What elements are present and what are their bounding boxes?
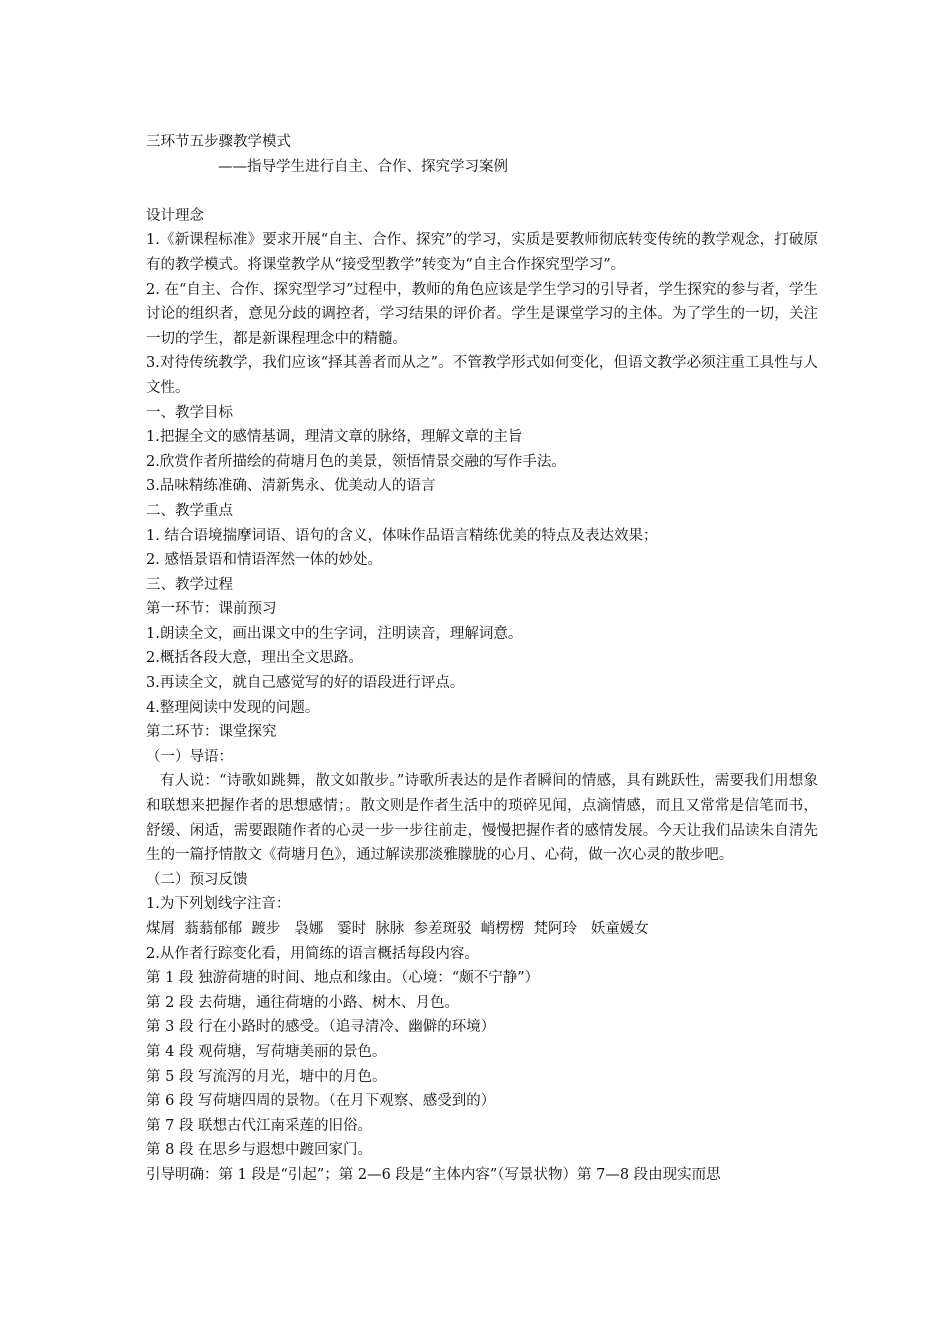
doc-title: 三环节五步骤教学模式 (146, 134, 291, 150)
stage2-heading: 第二环节：课堂探究 (146, 724, 277, 741)
goal-item-3: 3.品味精练准确、清新隽永、优美动人的语言 (146, 478, 436, 495)
goal-item-2: 2.欣赏作者所描绘的荷塘月色的美景，领悟情景交融的写作手法。 (146, 453, 566, 470)
stage1-item-1: 1.朗读全文，画出课文中的生字词，注明读音，理解词意。 (146, 625, 523, 642)
paragraph-summary-5: 第 5 段 写流泻的月光，塘中的月色。 (146, 1068, 387, 1085)
paragraph-summary-6: 第 6 段 写荷塘四周的景物。（在月下观察、感受到的） (146, 1093, 496, 1110)
paragraph-summary-7: 第 7 段 联想古代江南采莲的旧俗。 (146, 1117, 373, 1134)
feedback-heading: （二）预习反馈 (146, 871, 248, 888)
paragraph-summary-2: 第 2 段 去荷塘，通往荷塘的小路、树木、月色。 (146, 994, 460, 1011)
goal-heading: 一、教学目标 (146, 404, 233, 421)
paragraph-summary-3: 第 3 段 行在小路时的感受。（追寻清冷、幽僻的环境） (146, 1019, 496, 1036)
design-item-2: 2. 在“自主、合作、探究型学习”过程中，教师的角色应该是学生学习的引导者，学生探究的参与者，学生讨论的组织者，意见分歧的调控者，学习结果的评价者。学生是课堂学习的主体。为了学生的一切，关注一切的学生，都是新课程理念中的精髓。 (146, 281, 818, 347)
intro-paragraph: 有人说：“诗歌如跳舞，散文如散步。”诗歌所表达的是作者瞬间的情感，具有跳跃性，需要我们用想象和联想来把握作者的思想感情；。散文则是作者生活中的琐碎见闻，点滴情感，而且又常常是信笔而书，舒缓、闲适，需要跟随作者的心灵一步一步往前走，慢慢把握作者的感情发展。今天让我们品读朱自清先生的一篇抒情散文《荷塘月色》，通过解读那淡雅朦胧的心月、心荷，做一次心灵的散步吧。 (146, 773, 818, 864)
paragraph-summary-1: 第 1 段 独游荷塘的时间、地点和缘由。（心境：“颇不宁静”） (146, 970, 540, 987)
design-heading: 设计理念 (146, 207, 204, 224)
design-item-3: 3.对待传统教学，我们应该“择其善者而从之”。不管教学形式如何变化，但语文教学必须注重工具性与人文性。 (146, 355, 818, 396)
feedback-words: 煤屑 蓊蓊郁郁 踱步 袅娜 霎时 脉脉 参差斑驳 峭楞楞 梵阿玲 妖童媛女 (146, 921, 649, 937)
process-heading: 三、教学过程 (146, 576, 233, 593)
design-item-1: 1.《新课程标准》要求开展“自主、合作、探究”的学习，实质是要教师彻底转变传统的教学观念，打破原有的教学模式。将课堂教学从“接受型教学”转变为“自主合作探究型学习”。 (146, 232, 818, 273)
document-body (146, 130, 818, 1188)
stage1-item-2: 2.概括各段大意，理出全文思路。 (146, 650, 363, 667)
stage1-item-3: 3.再读全文，就自己感觉写的好的语段进行评点。 (146, 675, 465, 692)
focus-item-1: 1. 结合语境揣摩词语、语句的含义，体味作品语言精练优美的特点及表达效果； (146, 527, 658, 544)
paragraph-summary-8: 第 8 段 在思乡与遐想中踱回家门。 (146, 1142, 373, 1159)
focus-heading: 二、教学重点 (146, 502, 233, 519)
paragraph-summary-4: 第 4 段 观荷塘，写荷塘美丽的景色。 (146, 1043, 387, 1060)
feedback-item-1: 1.为下列划线字注音： (146, 896, 291, 913)
intro-heading: （一）导语： (146, 748, 233, 765)
feedback-item-2: 2.从作者行踪变化看，用简练的语言概括每段内容。 (146, 945, 479, 962)
stage1-heading: 第一环节：课前预习 (146, 601, 277, 618)
spacer (146, 179, 818, 204)
goal-item-1: 1.把握全文的感情基调，理清文章的脉络，理解文章的主旨 (146, 429, 523, 446)
guide-conclusion: 引导明确：第 1 段是“引起”；第 2—6 段是“主体内容”（写景状物）第 7—8 段由现实而思 (146, 1166, 721, 1183)
stage1-item-4: 4.整理阅读中发现的问题。 (146, 699, 320, 716)
doc-subtitle: ——指导学生进行自主、合作、探究学习案例 (218, 158, 508, 175)
focus-item-2: 2. 感悟景语和情语浑然一体的妙处。 (146, 552, 382, 569)
